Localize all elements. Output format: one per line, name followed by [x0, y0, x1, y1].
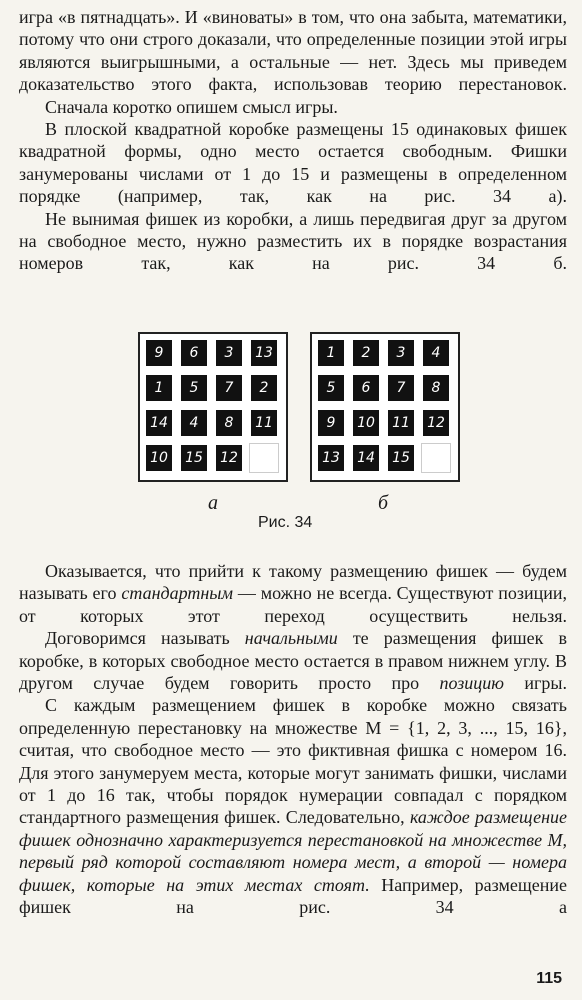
text-block-top: [19, 6, 567, 275]
paragraph-6: [19, 627, 567, 694]
puzzle-tile: 7: [214, 373, 244, 403]
puzzle-tile: 15: [179, 443, 209, 473]
puzzle-tile: 8: [421, 373, 451, 403]
puzzle-tile: 10: [144, 443, 174, 473]
puzzle-tile: 5: [316, 373, 346, 403]
puzzle-tile: 9: [144, 338, 174, 368]
paragraph-7: [19, 694, 567, 918]
puzzle-tile: 11: [386, 408, 416, 438]
term-position: позицию: [439, 673, 504, 694]
puzzle-tile: 3: [214, 338, 244, 368]
puzzle-tile: 11: [249, 408, 279, 438]
empty-cell: [421, 443, 451, 473]
puzzle-tile: 1: [144, 373, 174, 403]
puzzle-tile: 13: [316, 443, 346, 473]
puzzle-tile: 2: [351, 338, 381, 368]
paragraph-1: игра «в пятнадцать». И «виноваты» в том, что она забыта, математики, потому что они строго доказали, что определенные позиции этой игры являются выигрышными, а остальные — нет. Здесь мы приведем доказательство этого факта, использовав теорию перестановок.: [19, 7, 567, 95]
puzzle-tile: 3: [386, 338, 416, 368]
puzzle-tile: 12: [214, 443, 244, 473]
puzzle-tile: 4: [421, 338, 451, 368]
paragraph-7-italic: каждое размещение фишек однозначно характеризуется перестановкой на множестве M, первый ряд которой составляют номера мест, а второй — номера фишек, которые на этих местах стоят.: [19, 807, 567, 895]
puzzle-tile: 9: [316, 408, 346, 438]
puzzle-tile: 14: [351, 443, 381, 473]
empty-cell: [249, 443, 279, 473]
puzzle-tile: 2: [249, 373, 279, 403]
paragraph-5-text: Оказывается, что прийти к такому размещению фишек — будем называть его: [19, 561, 567, 604]
puzzle-tile: 15: [386, 443, 416, 473]
paragraph-4: Не вынимая фишек из коробки, а лишь передвигая друг за другом на свободное место, нужно разместить их в порядке возрастания номеров так, как на рис. 34 б.: [19, 208, 567, 274]
puzzle-tile: 12: [421, 408, 451, 438]
paragraph-6-text-mid: те размещения фишек в коробке, в которых свободное место остается в правом нижнем углу. В другом случае будем говорить просто про: [19, 628, 567, 694]
figure-caption: Рис. 34: [258, 514, 313, 531]
paragraph-5: [19, 560, 567, 627]
puzzle-tile: 13: [249, 338, 279, 368]
puzzle-tile: 4: [179, 408, 209, 438]
page-number: 115: [536, 970, 562, 987]
paragraph-5-text-end: — можно не всегда. Существуют позиции, от которых этот переход осуществить нельзя.: [19, 583, 567, 626]
puzzle-tile: 8: [214, 408, 244, 438]
figure-label-b: б: [378, 492, 389, 514]
paragraph-6-text: Договоримся называть: [45, 628, 245, 649]
term-initial: начальными: [244, 628, 338, 649]
paragraph-7-text-end: Например, размещение фишек на рис. 34 а: [19, 874, 567, 918]
term-standard: стандартным: [121, 583, 233, 604]
puzzle-tile: 6: [179, 338, 209, 368]
paragraph-2: Сначала коротко опишем смысл игры.: [45, 96, 338, 117]
paragraph-7-text: С каждым размещением фишек в коробке можно связать определенную перестановку на множестве M = {1, 2, 3, ..., 15, 16}, считая, что свободное место — это фиктивная фишка с номером 16. Для этого занумеруем места, которые могут занимать фишки, числами от 1 до 16 так, чтобы порядок нумерации совпадал с порядком стандартного размещения фишек. Следовательно,: [19, 695, 567, 828]
puzzle-board-a: [138, 332, 288, 482]
text-block-bottom: [19, 560, 567, 919]
puzzle-tile: 10: [351, 408, 381, 438]
puzzle-tile: 5: [179, 373, 209, 403]
puzzle-tile: 7: [386, 373, 416, 403]
puzzle-tile: 14: [144, 408, 174, 438]
puzzle-tile: 1: [316, 338, 346, 368]
paragraph-3: В плоской квадратной коробке размещены 15 одинаковых фишек квадратной формы, одно место остается свободным. Фишки занумерованы числами от 1 до 15 и размещены в определенном порядке (например, так, как на рис. 34 а).: [19, 119, 567, 207]
paragraph-6-text-end: игры.: [504, 673, 568, 694]
figure-34: [138, 332, 468, 542]
puzzle-tile: 6: [351, 373, 381, 403]
puzzle-board-b: [310, 332, 460, 482]
figure-label-a: а: [208, 492, 218, 514]
